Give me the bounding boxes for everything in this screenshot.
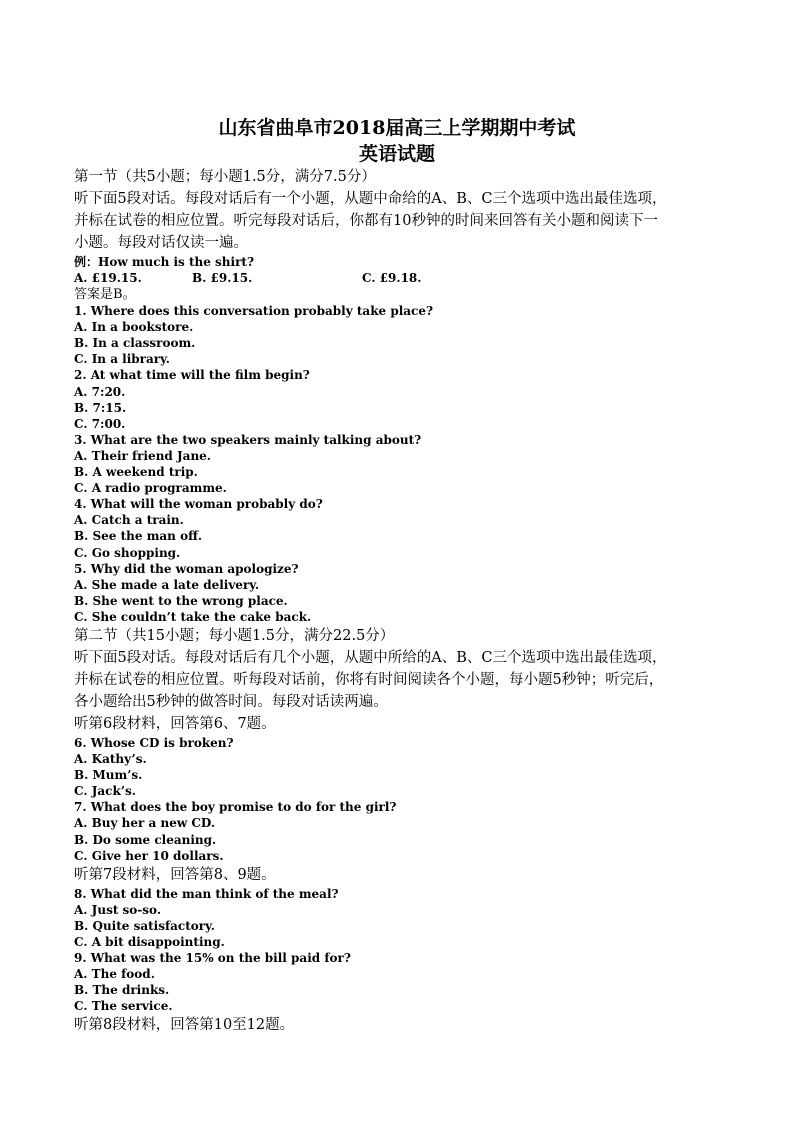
section1-instruction-line: 并标在试卷的相应位置。听完每段对话后，你都有10秒钟的时间来回答有关小题和阅读下一 — [74, 213, 658, 229]
group-heading: 听第6段材料，回答第6、7题。 — [74, 715, 276, 732]
section2-heading: 第二节（共15小题；每小题1.5分，满分22.5分） — [74, 627, 395, 644]
example-question: 例：How much is the shirt? — [74, 255, 254, 269]
exam-body — [74, 166, 724, 1036]
option-a: A. Kathy’s. — [74, 752, 147, 767]
option-c: C. A bit disappointing. — [74, 935, 225, 949]
question-text: 2. At what time will the film begin? — [74, 368, 310, 383]
option-c: C. 7:00. — [74, 416, 126, 431]
question-9 — [74, 950, 724, 1014]
option-a: A. She made a late delivery. — [74, 577, 260, 592]
question-text: 9. What was the 15% on the bill paid for? — [74, 951, 351, 966]
question-3 — [74, 432, 724, 496]
question-text: 3. What are the two speakers mainly talking about? — [74, 432, 422, 447]
question-5 — [74, 561, 724, 625]
question-1 — [74, 303, 724, 367]
example-option-b: B. £9.15. — [192, 271, 253, 286]
question-8 — [74, 886, 724, 950]
example-option-c: C. £9.18. — [362, 271, 422, 286]
example-options — [74, 270, 724, 286]
example-option-a: A. £19.15. — [74, 271, 142, 286]
question-2 — [74, 367, 724, 431]
section2-instruction-line: 并标在试卷的相应位置。听每段对话前，你将有时间阅读各个小题，每小题5秒钟；听完后， — [74, 671, 664, 688]
option-b: B. The drinks. — [74, 983, 170, 998]
section1-instruction-line: 听下面5段对话。每段对话后有一个小题，从题中命给的A、B、C三个选项中选出最佳选项， — [74, 191, 667, 207]
option-b: B. Quite satisfactory. — [74, 918, 215, 933]
option-c: C. Go shopping. — [74, 545, 181, 560]
option-a: A. Buy her a new CD. — [74, 816, 216, 831]
section2-instruction-line: 听下面5段对话。每段对话后有几个小题，从题中所给的A、B、C三个选项中选出最佳选项， — [74, 649, 667, 666]
option-b: B. In a classroom. — [74, 336, 196, 351]
option-a: A. The food. — [74, 967, 155, 982]
option-a: A. Catch a train. — [74, 513, 184, 528]
option-c: C. The service. — [74, 999, 173, 1014]
section1-instruction-line: 小题。每段对话仅读一遍。 — [74, 235, 248, 251]
page-title: 山东省曲阜市2018届高三上学期期中考试 — [218, 117, 576, 139]
example-answer: 答案是B。 — [74, 287, 136, 303]
question-text: 6. Whose CD is broken? — [74, 735, 234, 750]
section1-heading: 第一节（共5小题；每小题1.5分，满分7.5分） — [74, 169, 376, 185]
option-b: B. Mum’s. — [74, 768, 143, 783]
section2-instruction-line: 各小题给出5秒钟的做答时间。每段对话读两遍。 — [74, 693, 388, 710]
question-text: 4. What will the woman probably do? — [74, 497, 323, 512]
option-b: B. Do some cleaning. — [74, 832, 217, 847]
option-a: A. Just so-so. — [74, 902, 162, 917]
option-c: C. In a library. — [74, 352, 170, 367]
option-a: A. Their friend Jane. — [74, 448, 211, 463]
question-text: 8. What did the man think of the meal? — [74, 886, 339, 901]
question-text: 7. What does the boy promise to do for the girl? — [74, 800, 397, 815]
group-heading: 听第8段材料，回答第10至12题。 — [74, 1017, 295, 1034]
option-b: B. A weekend trip. — [74, 465, 198, 480]
option-c: C. She couldn’t take the cake back. — [74, 609, 312, 624]
option-b: B. She went to the wrong place. — [74, 593, 288, 608]
option-b: B. 7:15. — [74, 400, 127, 415]
group-heading: 听第7段材料，回答第8、9题。 — [74, 866, 276, 883]
question-6 — [74, 735, 724, 799]
option-c: C. Give her 10 dollars. — [74, 848, 224, 863]
question-7 — [74, 799, 724, 863]
question-text: 5. Why did the woman apologize? — [74, 561, 299, 576]
page-subtitle: 英语试题 — [358, 143, 435, 165]
option-a: A. 7:20. — [74, 384, 126, 399]
option-b: B. See the man off. — [74, 529, 203, 544]
option-c: C. Jack’s. — [74, 784, 136, 799]
option-a: A. In a bookstore. — [74, 320, 194, 335]
question-text: 1. Where does this conversation probably take place? — [74, 304, 434, 319]
question-4 — [74, 496, 724, 560]
option-c: C. A radio programme. — [74, 481, 227, 496]
